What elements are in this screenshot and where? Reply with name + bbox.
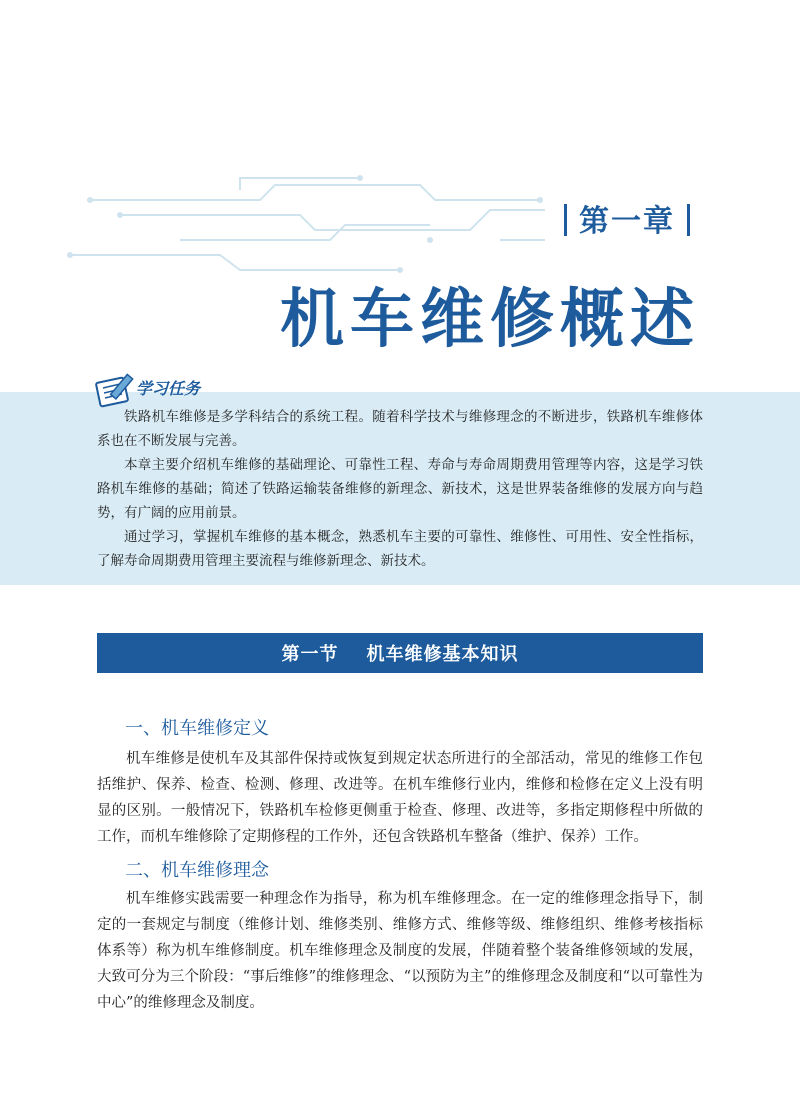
section-heading <box>97 633 703 673</box>
body-paragraph: 机车维修是使机车及其部件保持或恢复到规定状态所进行的全部活动，常见的维修工作包括维护、保养、检查、检测、修理、改进等。在机车维修行业内，维修和检修在定义上没有明显的区别。一般情况下，铁路机车检修更侧重于检查、修理、改进等，多指定期修程中所做的工作，而机车维修除了定期修程的工作外，还包含铁路机车整备（维护、保养）工作。 <box>97 751 703 845</box>
right-bar <box>687 204 690 236</box>
subsection-heading: 一、机车维修定义 <box>125 718 269 739</box>
subsection-body <box>97 746 703 850</box>
subsection-heading: 二、机车维修理念 <box>125 860 269 881</box>
task-paragraph: 通过学习，掌握机车维修的基本概念，熟悉机车主要的可靠性、维修性、可用性、安全性指标，了解寿命周期费用管理主要流程与维修新理念、新技术。 <box>97 529 703 569</box>
left-bar <box>564 204 567 236</box>
section-title: 机车维修基本知识 <box>366 644 519 665</box>
task-paragraph: 铁路机车维修是多学科结合的系统工程。随着科学技术与维修理念的不断进步，铁路机车维修体系也在不断发展与完善。 <box>97 409 703 449</box>
chapter-label <box>552 196 702 240</box>
task-paragraph: 本章主要介绍机车维修的基础理论、可靠性工程、寿命与寿命周期费用管理等内容，这是学习铁路机车维修的基础；简述了铁路运输装备维修的新理念、新技术，这是世界装备维修的发展方向与趋势，有广阔的应用前景。 <box>97 457 703 521</box>
chapter-number: 第一章 <box>579 204 675 239</box>
subsection-body <box>97 886 703 1016</box>
notebook-pencil-icon <box>92 370 142 410</box>
task-label: 学习任务 <box>136 379 201 398</box>
chapter-title: 机车维修概述 <box>280 283 700 357</box>
task-text <box>97 405 703 573</box>
body-paragraph: 机车维修实践需要一种理念作为指导，称为机车维修理念。在一定的维修理念指导下，制定的一套规定与制度（维修计划、维修类别、维修方式、维修等级、维修组织、维修考核指标体系等）称为机车维修制度。机车维修理念及制度的发展，伴随着整个装备维修领域的发展，大致可分为三个阶段：“事后维修”的维修理念、“以预防为主”的维修理念及制度和“以可靠性为中心”的维修理念及制度。 <box>97 891 703 1011</box>
section-number: 第一节 <box>281 644 339 665</box>
